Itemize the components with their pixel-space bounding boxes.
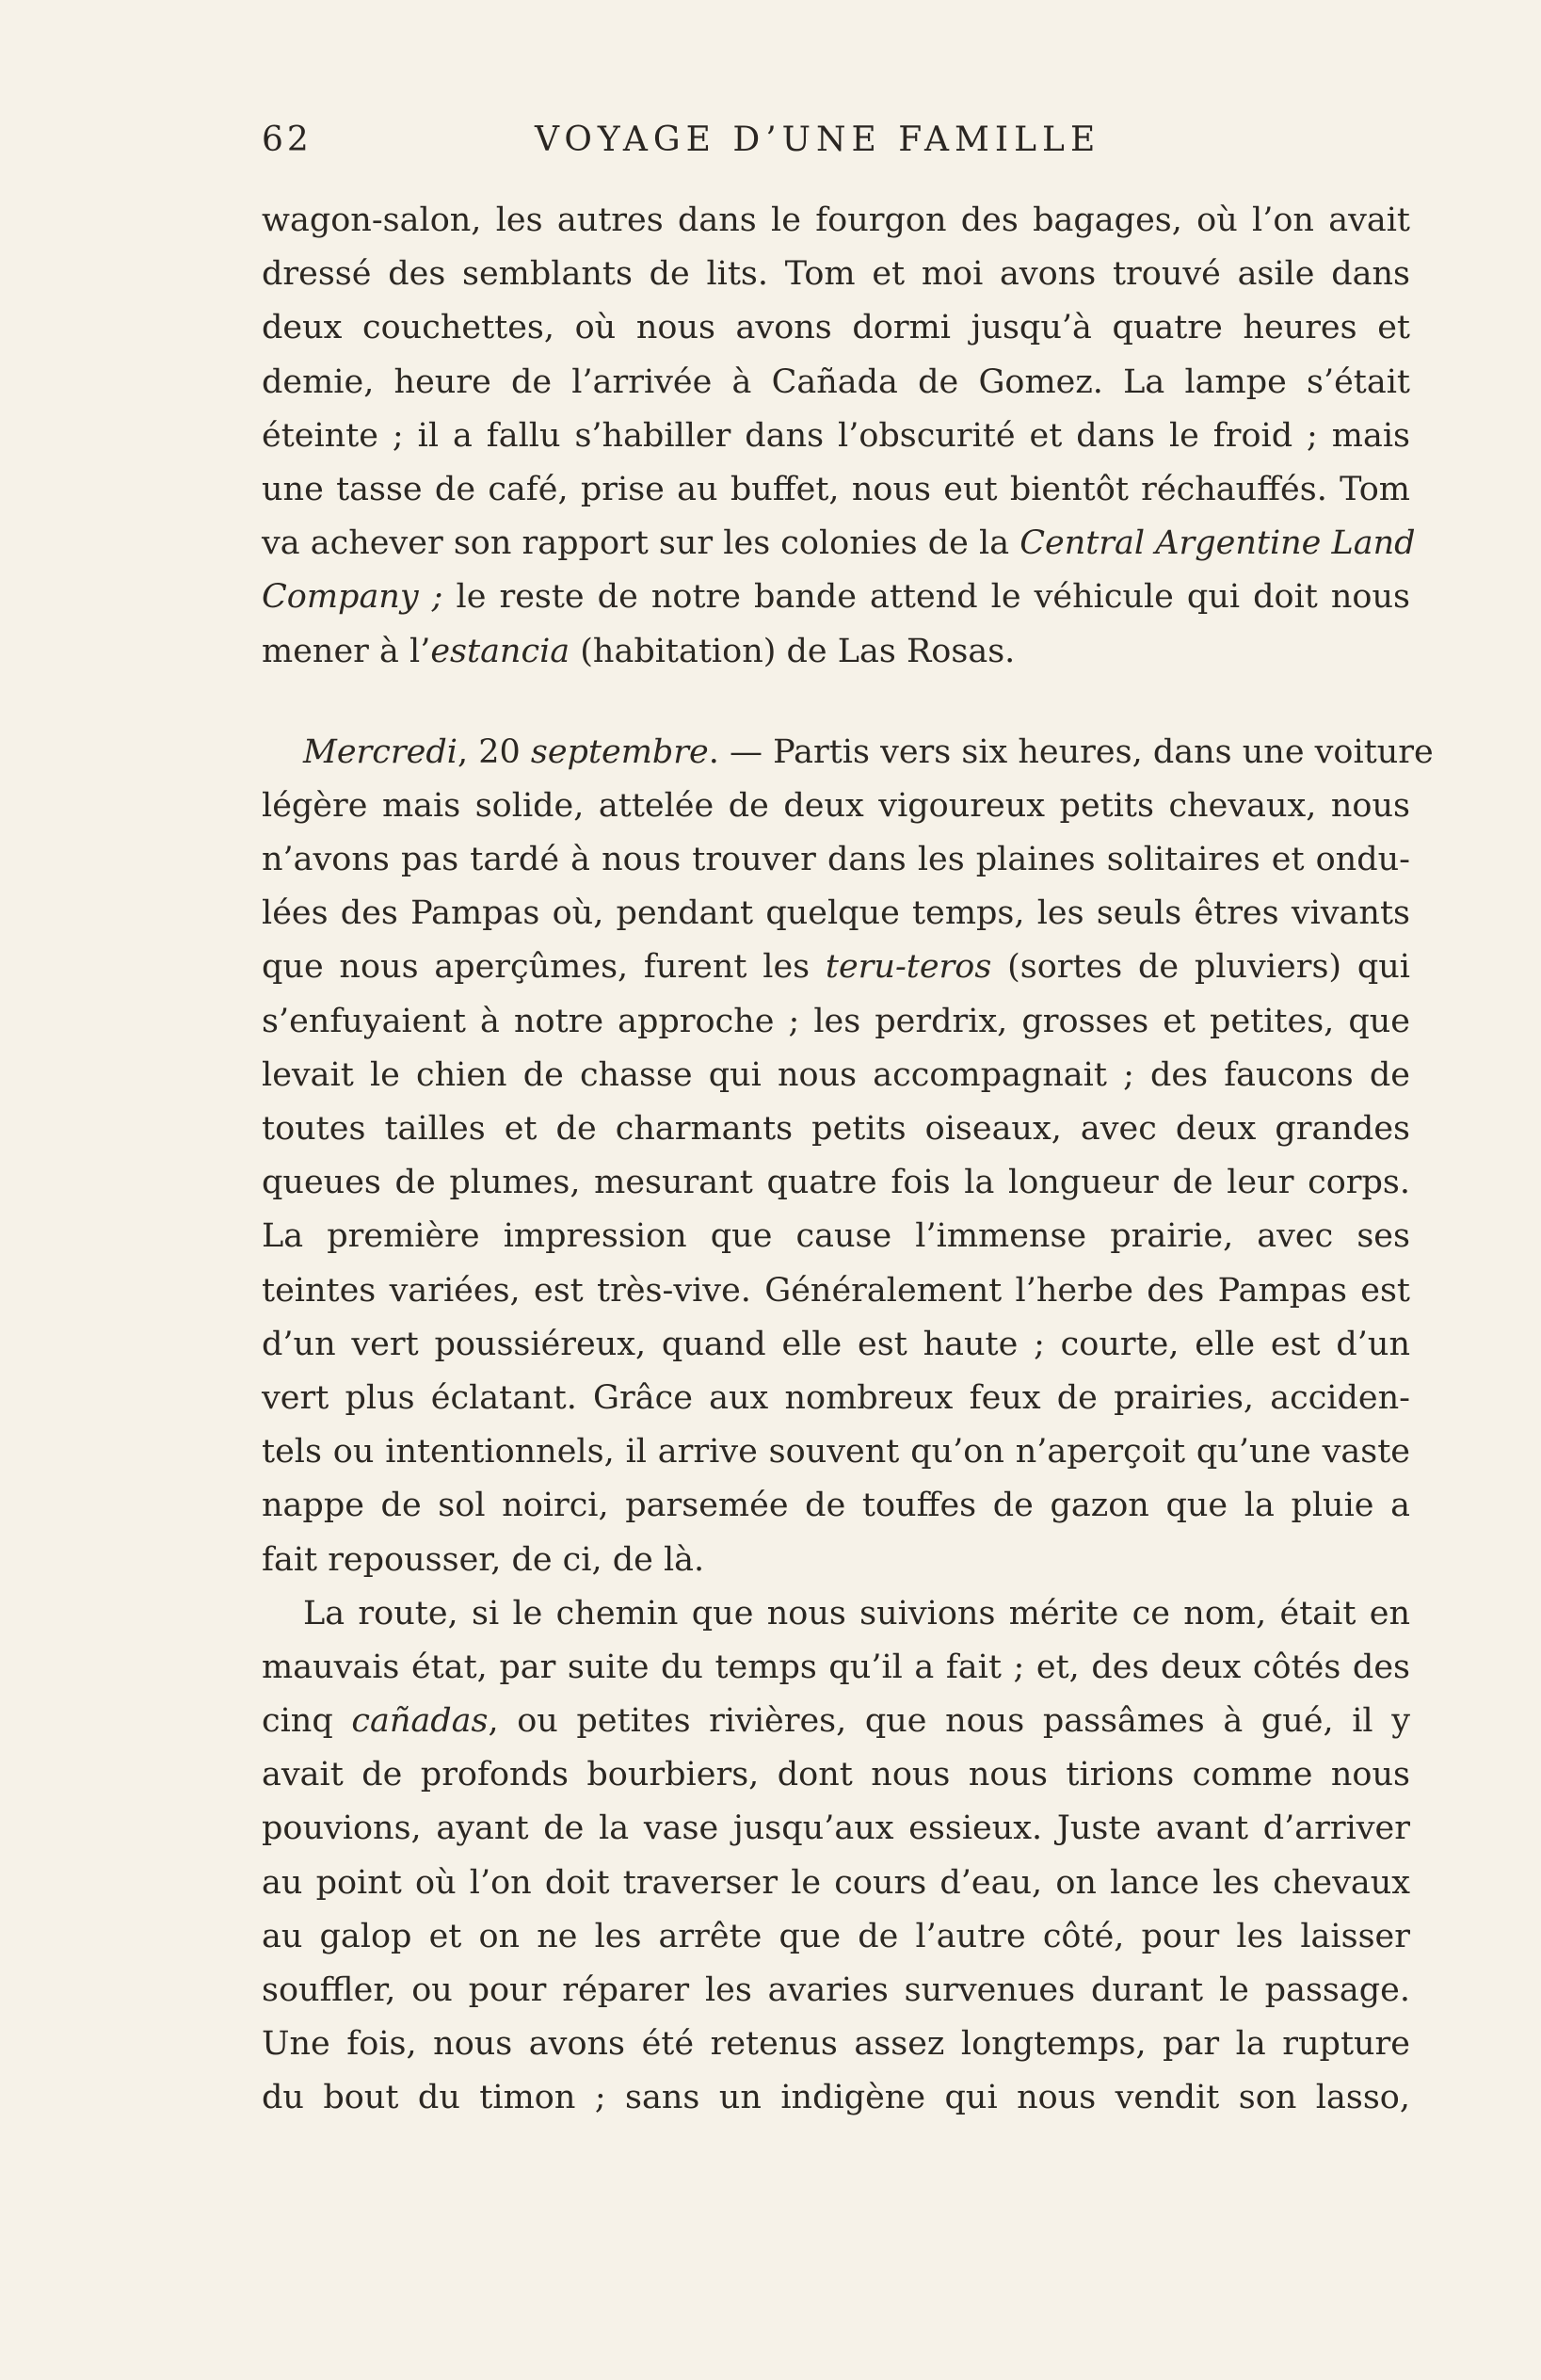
page-number: 62 bbox=[262, 121, 313, 159]
text-line: dressé des semblants de lits. Tom et moi avons trouvé asile dans bbox=[262, 255, 1410, 294]
text-segment: mener à l’ bbox=[262, 632, 431, 670]
italic-term: teru-teros bbox=[825, 948, 992, 987]
body-text bbox=[262, 194, 1434, 2126]
text-line: nappe de sol noirci, parsemée de touffes de gazon que la pluie a bbox=[262, 1487, 1410, 1525]
text-line: deux couchettes, où nous avons dormi jusqu’à quatre heures et bbox=[262, 309, 1410, 347]
text-line: n’avons pas tardé à nous trouver dans les plaines solitaires et ondu- bbox=[262, 841, 1410, 879]
text-line: avait de profonds bourbiers, dont nous nous tirions comme nous bbox=[262, 1756, 1410, 1794]
dated-entry-line bbox=[262, 726, 1434, 780]
text-line: légère mais solide, attelée de deux vigoureux petits chevaux, nous bbox=[262, 786, 1410, 825]
text-line: fait repousser, de ci, de là. bbox=[262, 1540, 705, 1579]
text-line: teintes variées, est très-vive. Généralement l’herbe des Pampas est bbox=[262, 1271, 1410, 1310]
paragraph-2 bbox=[262, 726, 1434, 1587]
entry-month: septembre bbox=[530, 732, 709, 771]
text-line: mauvais état, par suite du temps qu’il a fait ; et, des deux côtés des bbox=[262, 1648, 1410, 1686]
text-line: Une fois, nous avons été retenus assez longtemps, par la rupture bbox=[262, 2025, 1410, 2064]
italic-term: cañadas bbox=[351, 1702, 489, 1741]
text-line: vert plus éclatant. Grâce aux nombreux feux de prairies, acciden- bbox=[262, 1378, 1410, 1417]
text-segment: , ou petites rivières, que nous passâmes à gué, il y bbox=[488, 1702, 1410, 1741]
italic-company-name: Company ; bbox=[262, 578, 443, 617]
text-line: La route, si le chemin que nous suivions mérite ce nom, était en bbox=[303, 1594, 1410, 1632]
running-title: VOYAGE D’UNE FAMILLE bbox=[535, 121, 1101, 159]
text-line: levait le chien de chasse qui nous accompagnait ; des faucons de bbox=[262, 1055, 1410, 1094]
text-line bbox=[262, 625, 1410, 679]
text-line: queues de plumes, mesurant quatre fois la longueur de leur corps. bbox=[262, 1164, 1410, 1202]
text-segment: . — Partis vers six heures, dans une voiture bbox=[708, 732, 1434, 771]
text-segment: (habitation) de Las Rosas. bbox=[570, 632, 1016, 670]
text-segment: que nous aperçûmes, furent les bbox=[262, 948, 826, 987]
text-line: toutes tailles et de charmants petits oiseaux, avec deux grandes bbox=[262, 1110, 1410, 1148]
text-line: La première impression que cause l’immense prairie, avec ses bbox=[262, 1217, 1410, 1256]
text-segment: , 20 bbox=[457, 732, 531, 771]
text-segment: (sortes de pluviers) qui bbox=[991, 948, 1410, 987]
text-line bbox=[262, 517, 1416, 571]
text-segment: cinq bbox=[262, 1702, 352, 1741]
text-line: wagon-salon, les autres dans le fourgon des bagages, où l’on avait bbox=[262, 201, 1410, 239]
text-line: au galop et on ne les arrête que de l’autre côté, pour les laisser bbox=[262, 1917, 1410, 1955]
text-line: éteinte ; il a fallu s’habiller dans l’obscurité et dans le froid ; mais bbox=[262, 416, 1410, 455]
text-line: lées des Pampas où, pendant quelque temps, les seuls êtres vivants bbox=[262, 894, 1410, 933]
text-line bbox=[262, 941, 1410, 994]
paragraph-1 bbox=[262, 194, 1416, 679]
text-segment: le reste de notre bande attend le véhicule qui doit nous bbox=[442, 578, 1411, 617]
text-line: au point où l’on doit traverser le cours d’eau, on lance les chevaux bbox=[262, 1863, 1410, 1902]
text-line: s’enfuyaient à notre approche ; les perdrix, grosses et petites, que bbox=[262, 1002, 1410, 1040]
entry-weekday: Mercredi bbox=[303, 732, 457, 771]
page-header bbox=[262, 121, 1410, 173]
text-line bbox=[262, 571, 1410, 624]
text-line: souffler, ou pour réparer les avaries survenues durant le passage. bbox=[262, 1971, 1410, 2009]
text-line: tels ou intentionnels, il arrive souvent qu’on n’aperçoit qu’une vaste bbox=[262, 1433, 1410, 1471]
paragraph-3 bbox=[262, 1587, 1410, 2126]
italic-company-name: Central Argentine Land bbox=[1019, 524, 1416, 563]
text-line: d’un vert poussiéreux, quand elle est haute ; courte, elle est d’un bbox=[262, 1325, 1410, 1363]
text-segment: va achever son rapport sur les colonies de la bbox=[262, 524, 1020, 563]
text-line: demie, heure de l’arrivée à Cañada de Gomez. La lampe s’était bbox=[262, 362, 1410, 401]
text-line bbox=[262, 1695, 1410, 1748]
text-line: du bout du timon ; sans un indigène qui nous vendit son lasso, bbox=[262, 2079, 1410, 2117]
text-line: pouvions, ayant de la vase jusqu’aux essieux. Juste avant d’arriver bbox=[262, 1809, 1410, 1848]
text-line: une tasse de café, prise au buffet, nous eut bientôt réchauffés. Tom bbox=[262, 470, 1410, 508]
italic-term: estancia bbox=[430, 632, 570, 670]
